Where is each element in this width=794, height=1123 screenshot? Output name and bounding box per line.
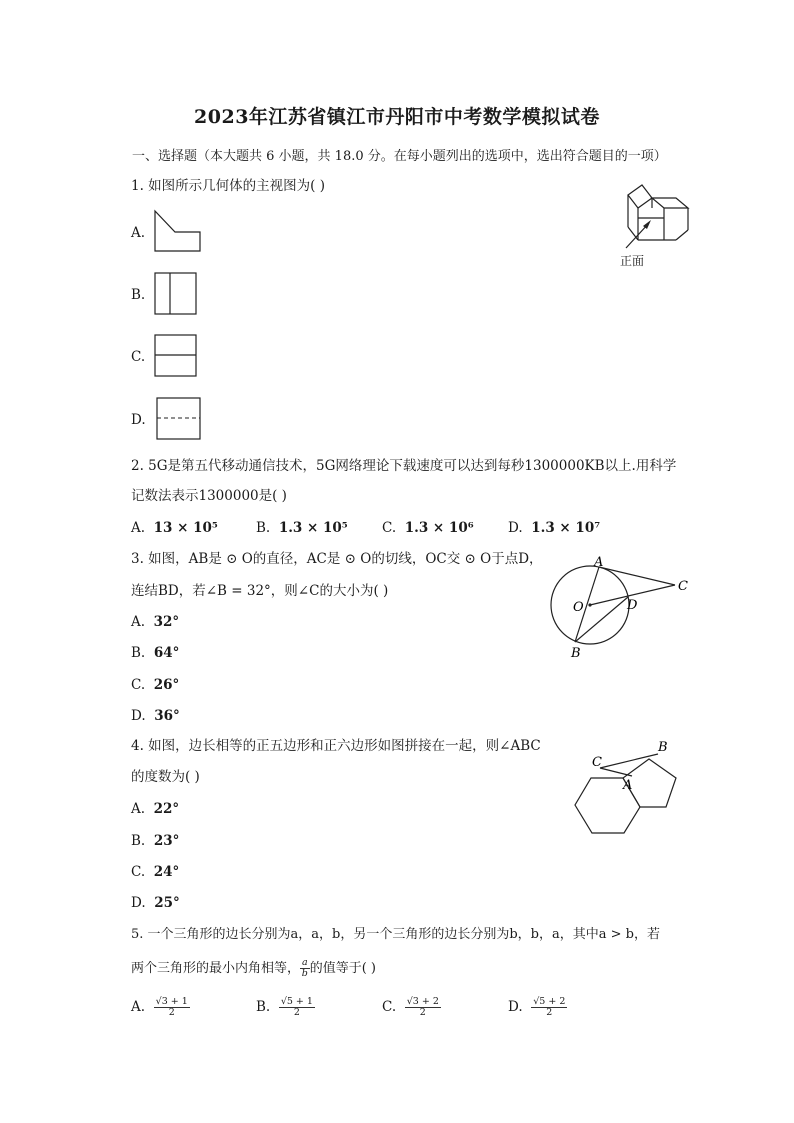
q5-line-2-pre: 两个三角形的最小内角相等， — [131, 961, 301, 976]
q5-option-c-label: C. — [382, 999, 397, 1015]
q5-option-b-num: √5 + 1 — [280, 996, 313, 1007]
q5-option-b-fraction — [279, 997, 315, 1018]
q2-option-a[interactable] — [131, 520, 218, 536]
question-3-line-1: 3. 如图，AB是 ⊙ O的直径，AC是 ⊙ O的切线，OC交 ⊙ O于点D， — [131, 551, 543, 567]
q4-option-c-label: C. — [131, 864, 146, 880]
q3-option-c-label: C. — [131, 677, 146, 693]
q3-option-a-label: A. — [131, 614, 146, 630]
q3-option-a[interactable] — [131, 614, 179, 630]
q5-option-a-label: A. — [131, 999, 146, 1015]
q5-line-2-post: 的值等于( ) — [309, 961, 376, 976]
q3-option-c[interactable] — [131, 677, 179, 693]
question-2-line-1: 2. 5G是第五代移动通信技术，5G网络理论下载速度可以达到每秒1300000KB以上.用科学 — [131, 458, 677, 474]
q2-option-a-label: A. — [131, 520, 146, 536]
q5-option-d-den: 2 — [546, 1007, 553, 1018]
q3-option-b-label: B. — [131, 645, 146, 661]
q5-fraction — [300, 958, 310, 979]
q3-option-d-label: D. — [131, 708, 146, 724]
q4-polygon-figure — [572, 738, 697, 838]
q5-option-b-den: 2 — [293, 1007, 300, 1018]
q2-option-d-label: D. — [508, 520, 523, 536]
q4-option-b-value: 23° — [153, 833, 180, 849]
page-title: 2023年江苏省镇江市丹阳市中考数学模拟试卷 — [194, 106, 600, 128]
q5-option-b-label: B. — [256, 999, 271, 1015]
q1-option-b-shape[interactable] — [154, 272, 198, 316]
q5-option-d[interactable] — [508, 997, 567, 1018]
q4-option-d[interactable] — [131, 895, 180, 911]
q2-option-a-value: 13 × 10⁵ — [153, 520, 218, 536]
section-heading: 一、选择题（本大题共 6 小题，共 18.0 分。在每小题列出的选项中，选出符合题目的一项） — [132, 149, 667, 164]
point-o-label: O — [573, 600, 584, 615]
q5-option-c-fraction — [405, 997, 441, 1018]
point-b-label: B — [658, 740, 668, 755]
question-3-line-2: 连结BD，若∠B = 32°，则∠C的大小为( ) — [131, 583, 389, 599]
q1-option-d-label[interactable]: D. — [131, 412, 146, 428]
question-4-line-1: 4. 如图，边长相等的正五边形和正六边形如图拼接在一起，则∠ABC — [131, 738, 541, 754]
q5-option-c[interactable] — [382, 997, 441, 1018]
q3-circle-figure — [545, 555, 695, 665]
q2-option-c-value: 1.3 × 10⁶ — [404, 520, 474, 536]
q4-option-a-label: A. — [131, 801, 146, 817]
q5-option-a-num: √3 + 1 — [155, 996, 188, 1007]
q4-option-d-value: 25° — [154, 895, 180, 911]
q1-option-d-shape[interactable] — [156, 397, 202, 441]
q1-option-c-shape[interactable] — [154, 334, 198, 378]
q2-option-d-value: 1.3 × 10⁷ — [531, 520, 601, 536]
question-5-line-1: 5. 一个三角形的边长分别为a，a，b，另一个三角形的边长分别为b，b，a，其中a > b，若 — [131, 927, 660, 942]
q5-option-d-label: D. — [508, 999, 523, 1015]
q2-option-c[interactable] — [382, 520, 474, 536]
question-2-line-2: 记数法表示1300000是( ) — [131, 488, 287, 504]
point-b-label: B — [571, 646, 581, 661]
q4-option-a-value: 22° — [153, 801, 180, 817]
point-c-label: C — [678, 579, 688, 594]
q1-option-a-shape[interactable] — [154, 210, 202, 254]
q4-option-d-label: D. — [131, 895, 146, 911]
point-c-label: C — [592, 755, 602, 770]
q5-option-c-num: √3 + 2 — [406, 996, 439, 1007]
q5-option-a[interactable] — [131, 997, 190, 1018]
q4-option-a[interactable] — [131, 801, 179, 817]
q2-option-b-label: B. — [256, 520, 271, 536]
q5-option-c-den: 2 — [419, 1007, 426, 1018]
point-d-label: D — [627, 598, 638, 613]
q5-option-d-fraction — [531, 997, 567, 1018]
point-a-label: A — [623, 778, 633, 793]
q4-option-b-label: B. — [131, 833, 146, 849]
q3-option-a-value: 32° — [153, 614, 180, 630]
q3-option-b-value: 64° — [153, 645, 180, 661]
front-view-label: 正面 — [620, 254, 645, 268]
question-5-line-2 — [131, 958, 376, 979]
q2-option-d[interactable] — [508, 520, 600, 536]
q5-frac-num: a — [302, 957, 308, 968]
point-a-label: A — [594, 555, 604, 570]
q4-option-c-value: 24° — [153, 864, 180, 880]
question-4-line-2: 的度数为( ) — [131, 769, 200, 785]
q3-option-d[interactable] — [131, 708, 180, 724]
q5-option-d-num: √5 + 2 — [533, 996, 566, 1007]
q3-option-c-value: 26° — [153, 677, 180, 693]
q4-option-c[interactable] — [131, 864, 179, 880]
question-1-text: 1. 如图所示几何体的主视图为( ) — [131, 178, 325, 194]
q5-frac-den: b — [301, 968, 308, 979]
q3-option-b[interactable] — [131, 645, 179, 661]
q3-option-d-value: 36° — [154, 708, 180, 724]
q1-option-a-label[interactable]: A. — [131, 225, 146, 241]
q2-option-b-value: 1.3 × 10⁵ — [278, 520, 348, 536]
q1-option-b-label[interactable]: B. — [131, 287, 146, 303]
q1-option-c-label[interactable]: C. — [131, 349, 146, 365]
q5-option-a-fraction — [154, 997, 190, 1018]
q2-option-c-label: C. — [382, 520, 397, 536]
q5-option-b[interactable] — [256, 997, 315, 1018]
q5-option-a-den: 2 — [168, 1007, 175, 1018]
q2-option-b[interactable] — [256, 520, 348, 536]
q4-option-b[interactable] — [131, 833, 179, 849]
